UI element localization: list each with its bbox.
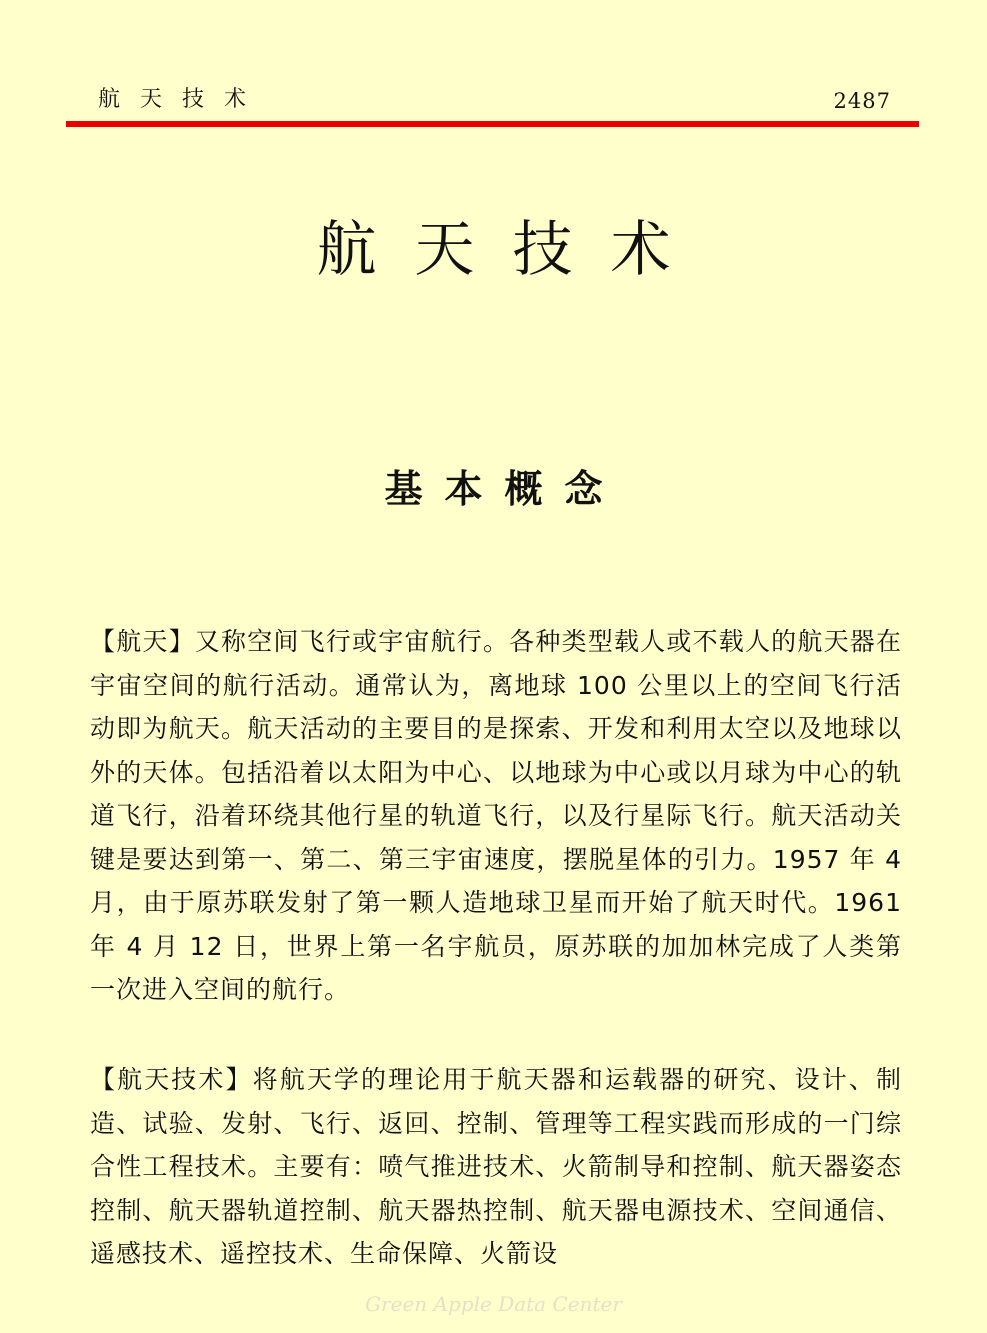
entry-text: 又称空间飞行或宇宙航行。各种类型载人或不载人的航天器在宇宙空间的航行活动。通常认为，离地球 100 公里以上的空间飞行活动即为航天。航天活动的主要目的是探索、开发和利用太空以及地球以外的天体。包括沿着以太阳为中心、以地球为中心或以月球为中心的轨道飞行，沿着环绕其他行星的轨道飞行，以及行星际飞行。航天活动关键是要达到第一、第二、第三宇宙速度，摆脱星体的引力。1957 年 4 月，由于原苏联发射了第一颗人造地球卫星而开始了航天时代。1961 年 4 月 12 日，世界上第一名宇航员，原苏联的加加林完成了人类第一次进入空间的航行。 (90, 627, 902, 1004)
running-head-title: 航天技术 (98, 87, 267, 112)
entry-text: 将航天学的理论用于航天器和运载器的研究、设计、制造、试验、发射、飞行、返回、控制、管理等工程实践而形成的一门综合性工程技术。主要有：喷气推进技术、火箭制导和控制、航天器姿态控制、航天器轨道控制、航天器热控制、航天器电源技术、空间通信、遥感技术、遥控技术、生命保障、火箭设 (90, 1065, 902, 1268)
entry-hangtian-jishu (90, 1058, 902, 1276)
page-number: 2487 (833, 89, 891, 113)
entry-term: 【航天技术】 (90, 1065, 253, 1094)
section-title: 基本概念 (384, 467, 625, 511)
entry-hangtian (90, 620, 902, 1012)
entry-term: 【航天】 (90, 627, 195, 656)
watermark: Green Apple Data Center (365, 1292, 622, 1316)
header-rule (66, 121, 919, 127)
page-title: 航天技术 (316, 215, 709, 285)
